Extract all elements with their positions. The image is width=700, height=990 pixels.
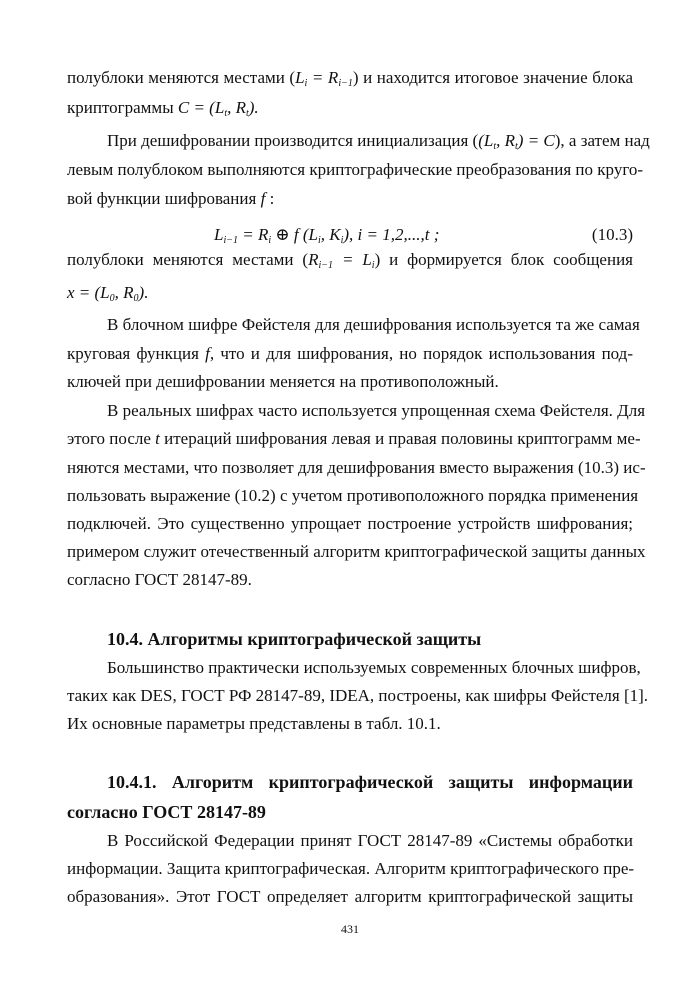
text-line: ключей при дешифровании меняется на противоположный. (67, 372, 499, 391)
equation-number: (10.3) (591, 225, 633, 244)
subsection-heading: 10.4.1. Алгоритм криптографической защиты информации (107, 772, 633, 792)
text-line: подключей. Это существенно упрощает построение устройств шифрования; (67, 514, 633, 533)
text-line: полублоки меняются местами $(R_{i-1} = L_i)$ и формируется блок сообщения (67, 250, 633, 271)
text-line: информации. Защита криптографическая. Алгоритм криптографического пре- (67, 859, 635, 878)
text-line: круговая функция f, что и для шифрования, но порядок использования под- (67, 344, 633, 363)
text-line: При дешифровании производится инициализация (($L_t$, $R_t) = C$), а затем над (107, 131, 650, 152)
page-number: 431 (341, 922, 359, 936)
text-line: образования». Этот ГОСТ определяет алгоритм криптографической защиты (67, 887, 633, 906)
text-line: В блочном шифре Фейстеля для дешифрования используется та же самая (107, 315, 640, 334)
text-line: левым полублоком выполняются криптографические преобразования по круго- (67, 160, 644, 179)
text-line: вой функции шифрования f : (67, 189, 275, 208)
text-line: Большинство практически используемых современных блочных шифров, (107, 658, 641, 677)
text-line: примером служит отечественный алгоритм криптографической защиты данных (67, 542, 646, 561)
text-line: пользовать выражение (10.2) с учетом противоположного порядка применения (67, 486, 639, 505)
text-line: няются местами, что позволяет для дешифрования вместо выражения (10.3) ис- (67, 458, 646, 477)
text-line: полублоки меняются местами $(L_i = R_{i-1})$ и находится итоговое значение блока (67, 68, 633, 89)
section-heading: 10.4. Алгоритмы криптографической защиты (107, 629, 482, 649)
text-line: В Российской Федерации принят ГОСТ 28147-89 «Системы обработки (107, 831, 633, 850)
text-line: Их основные параметры представлены в табл. 10.1. (67, 714, 441, 733)
text-line: согласно ГОСТ 28147-89. (67, 570, 252, 589)
text-line: $x = (L_0$, $R_0$). (67, 283, 149, 304)
subsection-heading: согласно ГОСТ 28147-89 (67, 802, 266, 822)
text-line: этого после t итераций шифрования левая и правая половины криптограмм ме- (67, 429, 641, 448)
document-page: полублоки меняются местами $(L_i = R_{i-1})$ и находится итоговое значение блока криптограммы $C = (L_t$, $R_t$). При дешифровании производится инициализация (($L_t$, $R_t) = C$), а затем над левым полублоком выполняются криптографические преобразования по круго- вой функции шифрования f : $L_{i-1} = R_i$ ⊕ f ($L_i$, $K_i$), i = 1,2,...,t ; (10.3) полублоки меняются местами $(R_{i-1} = L_i)$ и формируется блок сообщения $x = (L_0$, $R_0$). В блочном шифре Фейстеля для дешифрования используется та же самая круговая функция f, что и для шифрования, но порядок использования под- ключей при дешифровании меняется на противоположный. В реальных шифрах часто используется упрощенная схема Фейстеля. Для этого после t итераций шифрования левая и правая половины криптограмм ме- няются местами, что позволяет для дешифрования вместо выражения (10.3) ис- пользовать выражение (10.2) с учетом противоположного порядка применения подключей. Это существенно упрощает построение устройств шифрования; примером служит отечественный алгоритм криптографической защиты данных согласно ГОСТ 28147-89. 10.4. Алгоритмы криптографической защиты Большинство практически используемых современных блочных шифров, таких как DES, ГОСТ РФ 28147-89, IDEA, построены, как шифры Фейстеля [1]. Их основные параметры представлены в табл. 10.1. 10.4.1. Алгоритм криптографической защиты информации согласно ГОСТ 28147-89 В Российской Федерации принят ГОСТ 28147-89 «Системы обработки информации. Защита криптографическая. Алгоритм криптографического пре- образования». Этот ГОСТ определяет алгоритм криптографической защиты 431 (0, 0, 700, 990)
text-line: В реальных шифрах часто используется упрощенная схема Фейстеля. Для (107, 401, 646, 420)
text-line: криптограммы $C = (L_t$, $R_t$). (67, 98, 259, 119)
text-line: таких как DES, ГОСТ РФ 28147-89, IDEA, построены, как шифры Фейстеля [1]. (67, 686, 649, 705)
